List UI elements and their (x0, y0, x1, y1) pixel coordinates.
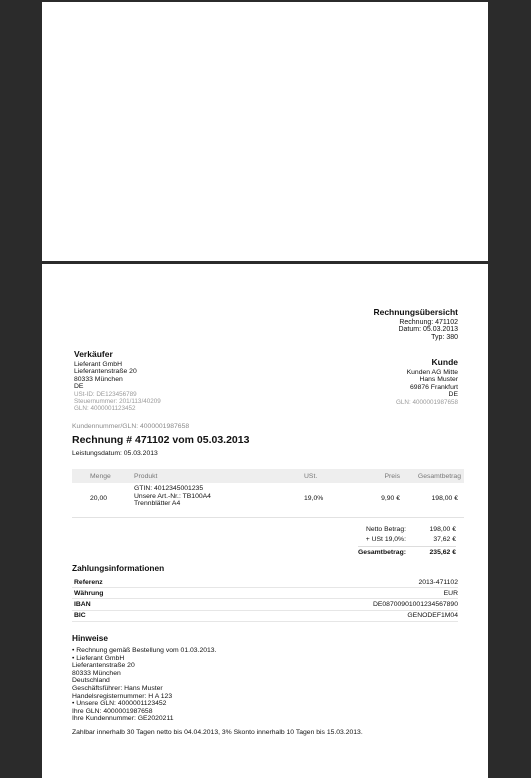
header-product: Produkt (134, 473, 158, 480)
net-value: 198,00 € (429, 526, 456, 533)
note-line: 80333 München (72, 669, 121, 677)
row-product-line: GTIN: 4012345001235 (134, 485, 204, 492)
gross-total-row (358, 546, 456, 557)
row-product-line: Trennblätter A4 (134, 500, 181, 508)
invoice-summary (373, 308, 458, 342)
payment-row (72, 577, 458, 588)
summary-invoice-number: Rechnung: 471102 (399, 318, 458, 326)
row-qty: 20,00 (90, 495, 108, 502)
notes-heading: Hinweise (72, 633, 108, 643)
customer-contact: Hans Muster (419, 376, 458, 384)
vat-value: 37,62 € (433, 536, 456, 544)
seller-city: 80333 München (74, 375, 123, 383)
header-price: Preis (384, 473, 400, 480)
service-date: Leistungsdatum: 05.03.2013 (72, 450, 158, 457)
note-line: Lieferantenstraße 20 (72, 662, 135, 670)
note-line: • Unsere GLN: 4000001123452 (72, 700, 167, 708)
payment-value: EUR (443, 589, 458, 597)
summary-title: Rechnungsübersicht (373, 307, 458, 317)
note-line: • Lieferant GmbH (72, 654, 125, 662)
table-header (72, 469, 464, 483)
customer-country: DE (448, 391, 458, 399)
seller-heading: Verkäufer (74, 349, 113, 359)
payment-terms: Zahlbar innerhalb 30 Tagen netto bis 04.04.2013, 3% Skonto innerhalb 10 Tagen bis 15.03.2013. (72, 729, 363, 736)
note-line: Geschäftsführer: Hans Muster (72, 685, 163, 693)
header-total: Gesamtbetrag (417, 473, 461, 480)
blank-page (42, 2, 488, 261)
invoice-page (42, 264, 488, 778)
payment-key: IBAN (74, 600, 91, 608)
payment-heading: Zahlungsinformationen (72, 563, 165, 573)
payment-table (72, 577, 458, 622)
seller-gln: GLN: 4000001123452 (74, 405, 136, 413)
payment-row (72, 588, 458, 599)
note-line: Ihre GLN: 4000001987658 (72, 707, 153, 715)
vat-label: + USt 19,0%: (365, 536, 406, 544)
payment-row (72, 599, 458, 610)
note-line: Handelsregisternummer: H A 123 (72, 692, 173, 700)
payment-key: Referenz (74, 578, 103, 586)
payment-value: GENODEF1M04 (407, 612, 458, 620)
seller-vat-id: USt-ID: DE123456789 (74, 390, 137, 398)
customer-number: Kundennummer/GLN: 4000001987658 (72, 423, 190, 430)
totals-block (358, 526, 456, 559)
payment-value: 2013-471102 (418, 578, 458, 586)
line-items-table (72, 469, 464, 518)
row-vat: 19,0% (304, 495, 324, 502)
net-total-row (358, 526, 456, 534)
seller-street: Lieferantenstraße 20 (74, 368, 137, 376)
row-product (134, 485, 211, 508)
net-label: Netto Betrag: (365, 526, 406, 533)
seller-name: Lieferant GmbH (74, 360, 122, 368)
vat-total-row (358, 536, 456, 544)
payment-key: BIC (74, 612, 86, 620)
header-vat: USt. (304, 473, 318, 480)
table-row (72, 483, 464, 518)
seller-tax-number: Steuernummer: 201/113/40209 (74, 398, 161, 405)
customer-block (396, 358, 458, 406)
customer-name: Kunden AG Mitte (406, 368, 458, 376)
gross-value: 235,62 € (429, 549, 456, 557)
seller-country: DE (74, 383, 84, 391)
summary-type: Typ: 380 (431, 334, 458, 342)
summary-date: Datum: 05.03.2013 (398, 326, 458, 334)
customer-heading: Kunde (431, 357, 458, 367)
notes-block (72, 647, 452, 723)
row-total: 198,00 € (431, 495, 458, 502)
payment-row (72, 611, 458, 622)
note-line: Ihre Kundennummer: GE2020211 (72, 715, 174, 723)
seller-block (74, 350, 161, 412)
customer-gln: GLN: 4000001987658 (396, 398, 458, 406)
row-price: 9,90 € (381, 495, 400, 502)
row-product-line: Unsere Art.-Nr.: TB100A4 (134, 492, 211, 500)
gross-label: Gesamtbetrag: (358, 549, 406, 557)
note-line: Deutschland (72, 677, 110, 685)
payment-key: Währung (74, 589, 104, 597)
note-line: • Rechnung gemäß Bestellung vom 01.03.2013. (72, 647, 217, 654)
payment-value: DE08700901001234567890 (372, 600, 458, 608)
invoice-title: Rechnung # 471102 vom 05.03.2013 (72, 434, 250, 446)
header-qty: Menge (90, 473, 111, 480)
customer-city: 69876 Frankfurt (410, 383, 458, 391)
